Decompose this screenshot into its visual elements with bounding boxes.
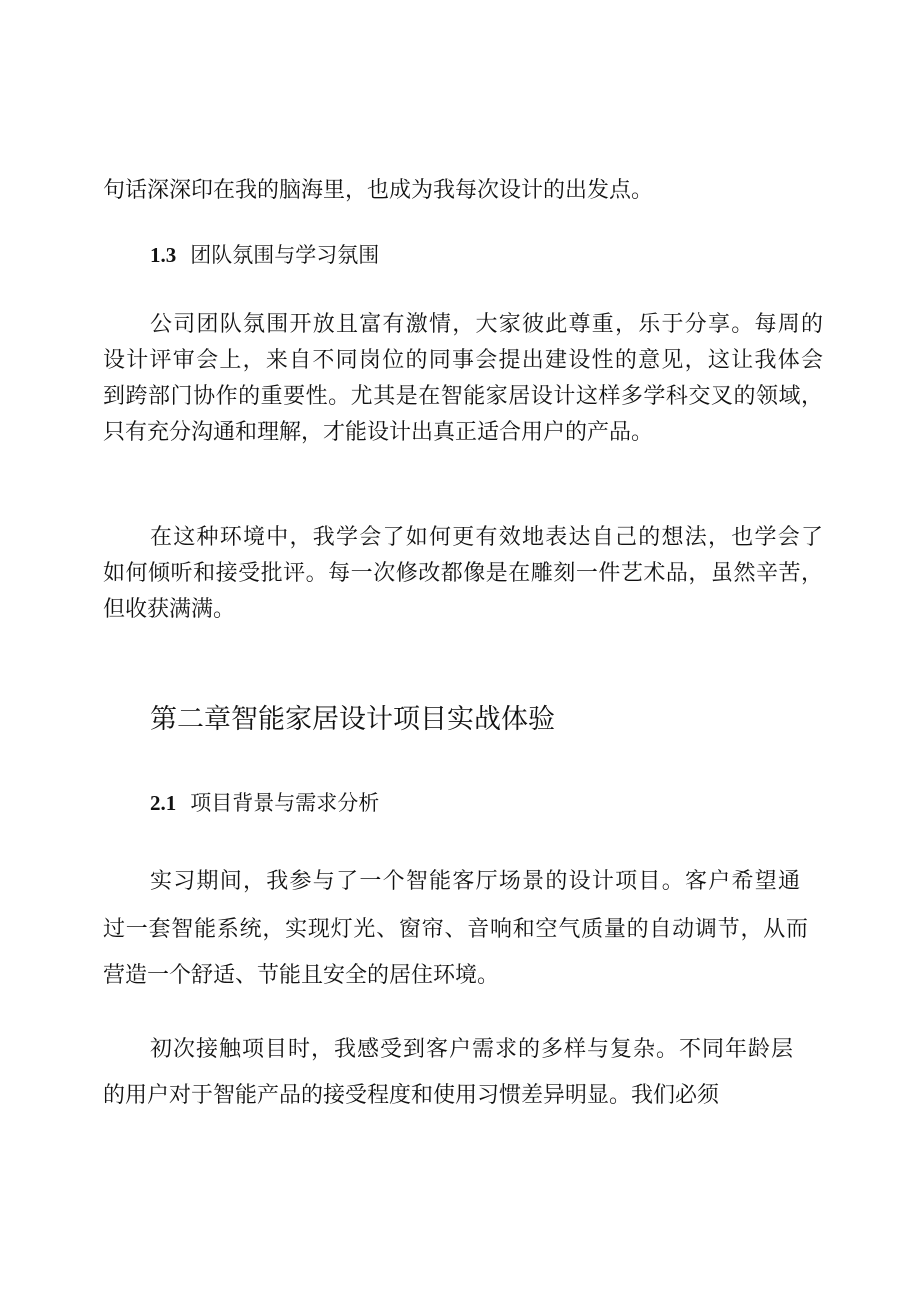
paragraph-line: 但收获满满。	[103, 597, 236, 622]
paragraph-fragment-line: 句话深深印在我的脑海里，也成为我每次设计的出发点。	[103, 178, 654, 203]
section-number: 2.1	[150, 791, 177, 815]
paragraph-line: 设计评审会上，来自不同岗位的同事会提出建设性的意见，这让我体会	[103, 348, 823, 373]
paragraph-line: 初次接触项目时，我感受到客户需求的多样与复杂。不同年龄层	[150, 1037, 793, 1062]
section-heading-1-3	[150, 239, 379, 271]
section-title: 团队氛围与学习氛围	[190, 243, 380, 267]
paragraph-line: 只有充分沟通和理解，才能设计出真正适合用户的产品。	[103, 420, 654, 445]
section-heading-2-1	[150, 787, 379, 819]
section-title: 项目背景与需求分析	[190, 791, 380, 815]
chapter-heading: 第二章智能家居设计项目实战体验	[150, 704, 555, 735]
paragraph-line: 的用户对于智能产品的接受程度和使用习惯差异明显。我们必须	[103, 1083, 720, 1108]
paragraph-line: 实习期间，我参与了一个智能客厅场景的设计项目。客户希望通	[150, 869, 800, 894]
paragraph-line: 营造一个舒适、节能且安全的居住环境。	[103, 963, 500, 988]
paragraph-line: 过一套智能系统，实现灯光、窗帘、音响和空气质量的自动调节，从而	[103, 917, 808, 942]
section-number: 1.3	[150, 243, 177, 267]
paragraph-line: 在这种环境中，我学会了如何更有效地表达自己的想法，也学会了	[150, 525, 823, 550]
paragraph-line: 到跨部门协作的重要性。尤其是在智能家居设计这样多学科交叉的领域，	[103, 384, 823, 409]
paragraph-line: 公司团队氛围开放且富有激情，大家彼此尊重，乐于分享。每周的	[150, 312, 823, 337]
paragraph-line: 如何倾听和接受批评。每一次修改都像是在雕刻一件艺术品，虽然辛苦，	[103, 561, 823, 586]
